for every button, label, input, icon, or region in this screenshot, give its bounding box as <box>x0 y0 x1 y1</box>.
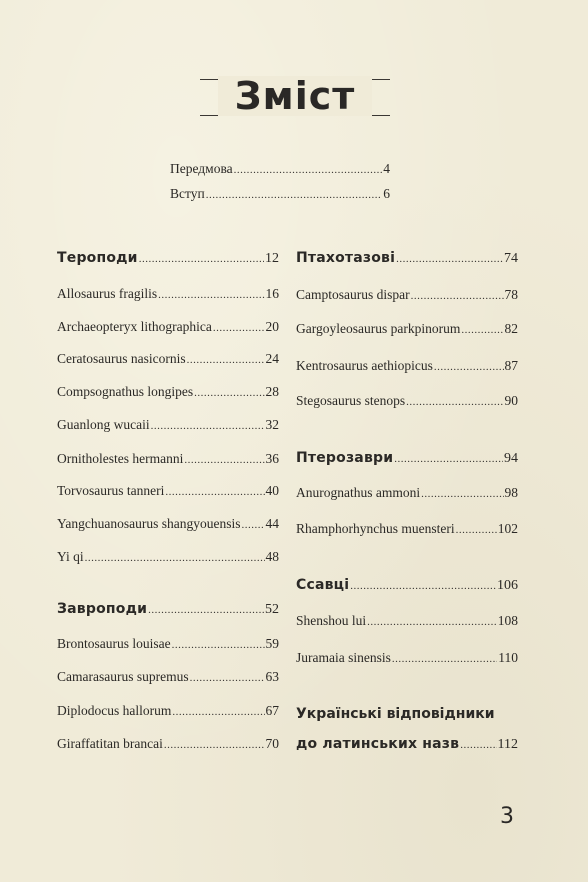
toc-section-theropods[interactable] <box>57 249 279 268</box>
toc-entry-preface[interactable] <box>170 160 390 179</box>
toc-entry-page: 90 <box>504 393 518 408</box>
leader-dots <box>461 321 503 339</box>
toc-entry[interactable] <box>296 612 518 631</box>
toc-entry[interactable] <box>296 357 518 376</box>
toc-entry-label: Rhamphorhynchus muensteri <box>296 521 455 536</box>
toc-entry-page: 70 <box>265 736 279 751</box>
toc-entry-page: 63 <box>265 669 279 684</box>
leader-dots <box>406 393 503 411</box>
leader-dots <box>165 483 264 501</box>
toc-entry-label: Ceratosaurus nasicornis <box>57 351 186 366</box>
toc-entry[interactable] <box>57 416 279 435</box>
leader-dots <box>242 516 265 534</box>
section-heading-ukrainian-names[interactable]: Українські відповідники <box>296 706 495 722</box>
title-block <box>200 74 390 120</box>
toc-entry-page: 82 <box>504 321 518 336</box>
toc-entry-page: 98 <box>504 485 518 500</box>
toc-entry-label: Brontosaurus louisae <box>57 636 171 651</box>
toc-entry-page: 20 <box>265 319 279 334</box>
toc-entry-page: 28 <box>265 384 279 399</box>
toc-entry-label: Ornitholestes hermanni <box>57 451 184 466</box>
toc-entry-label: Allosaurus fragilis <box>57 286 158 301</box>
toc-entry-page: 78 <box>504 287 518 302</box>
toc-entry-label: Yangchuanosaurus shangyouensis <box>57 516 241 531</box>
section-heading: до латинських назв <box>296 736 460 752</box>
toc-entry-page: 4 <box>383 161 390 176</box>
leader-dots <box>392 650 497 668</box>
leader-dots <box>434 358 504 376</box>
leader-dots <box>460 736 496 754</box>
leader-dots <box>421 485 503 503</box>
toc-entry[interactable] <box>296 392 518 411</box>
toc-entry-page: 108 <box>497 613 518 628</box>
toc-entry-label: Archaeopteryx lithographica <box>57 319 212 334</box>
toc-entry[interactable] <box>57 482 279 501</box>
leader-dots <box>396 250 503 268</box>
toc-entry-label: Diplodocus hallorum <box>57 703 172 718</box>
toc-entry[interactable] <box>57 668 279 687</box>
leader-dots <box>158 286 264 304</box>
section-page: 112 <box>497 737 518 752</box>
toc-entry-label: Giraffatitan brancai <box>57 736 163 751</box>
section-page: 12 <box>265 251 279 266</box>
section-page: 52 <box>265 602 279 617</box>
leader-dots <box>85 549 265 567</box>
leader-dots <box>350 577 496 595</box>
page-number: 3 <box>500 804 514 829</box>
toc-entry-label: Torvosaurus tanneri <box>57 483 165 498</box>
toc-entry[interactable] <box>296 649 518 668</box>
toc-section-ukrainian-names[interactable] <box>296 735 518 754</box>
section-heading: Ссавці <box>296 577 350 593</box>
toc-section-ornithischians[interactable] <box>296 249 518 268</box>
toc-entry-label: Передмова <box>170 161 233 176</box>
toc-entry-page: 24 <box>265 351 279 366</box>
section-page: 94 <box>504 451 518 466</box>
section-page: 106 <box>497 578 518 593</box>
toc-entry-page: 67 <box>265 703 279 718</box>
section-heading: Птерозаври <box>296 450 394 466</box>
section-heading: Птахотазові <box>296 250 396 266</box>
toc-section-sauropods[interactable] <box>57 600 279 619</box>
toc-entry-introduction[interactable] <box>170 185 390 204</box>
section-heading: Тероподи <box>57 250 138 266</box>
toc-entry-label: Camarasaurus supremus <box>57 669 189 684</box>
toc-entry-label: Camptosaurus dispar <box>296 287 410 302</box>
toc-entry[interactable] <box>296 520 518 539</box>
leader-dots <box>411 287 504 305</box>
toc-entry[interactable] <box>57 735 279 754</box>
toc-entry-page: 44 <box>265 516 279 531</box>
leader-dots <box>190 669 265 687</box>
toc-entry-page: 32 <box>265 417 279 432</box>
leader-dots <box>184 451 264 469</box>
toc-entry[interactable] <box>296 484 518 503</box>
toc-entry-label: Вступ <box>170 186 205 201</box>
leader-dots <box>394 450 503 468</box>
leader-dots <box>148 601 264 619</box>
toc-entry-label: Anurognathus ammoni <box>296 485 421 500</box>
toc-section-pterosaurs[interactable] <box>296 449 518 468</box>
toc-entry[interactable] <box>296 286 518 305</box>
leader-dots <box>456 521 497 539</box>
toc-entry-label: Stegosaurus stenops <box>296 393 406 408</box>
toc-entry-label: Compsognathus longipes <box>57 384 194 399</box>
leader-dots <box>164 736 265 754</box>
toc-entry[interactable] <box>57 383 279 402</box>
toc-entry[interactable] <box>57 318 279 337</box>
toc-entry-page: 6 <box>383 186 390 201</box>
toc-entry[interactable] <box>57 285 279 304</box>
toc-entry-page: 59 <box>265 636 279 651</box>
toc-entry-label: Gargoyleosaurus parkpinorum <box>296 321 461 336</box>
leader-dots <box>151 417 265 435</box>
toc-entry-label: Guanlong wucaii <box>57 417 150 432</box>
leader-dots <box>213 319 265 337</box>
toc-entry-page: 48 <box>265 549 279 564</box>
page-title: Зміст <box>218 76 372 116</box>
section-heading: Завроподи <box>57 601 148 617</box>
toc-entry-page: 36 <box>265 451 279 466</box>
toc-entry-label: Kentrosaurus aethiopicus <box>296 358 433 373</box>
toc-entry[interactable] <box>57 635 279 654</box>
toc-entry-page: 16 <box>265 286 279 301</box>
leader-dots <box>367 613 497 631</box>
leader-dots <box>172 703 264 721</box>
toc-entry[interactable] <box>296 320 518 339</box>
toc-section-mammals[interactable] <box>296 576 518 595</box>
leader-dots <box>187 351 265 369</box>
toc-entry-page: 40 <box>265 483 279 498</box>
toc-entry-page: 110 <box>498 650 518 665</box>
toc-entry-label: Shenshou lui <box>296 613 367 628</box>
toc-entry-page: 87 <box>504 358 518 373</box>
toc-entry[interactable] <box>57 450 279 469</box>
toc-entry[interactable] <box>57 515 279 534</box>
leader-dots <box>172 636 265 654</box>
leader-dots <box>139 250 264 268</box>
toc-entry[interactable] <box>57 548 279 567</box>
toc-entry-label: Juramaia sinensis <box>296 650 391 665</box>
toc-entry-page: 102 <box>497 521 518 536</box>
section-page: 74 <box>504 251 518 266</box>
leader-dots <box>206 186 383 204</box>
leader-dots <box>194 384 264 402</box>
leader-dots <box>234 161 383 179</box>
toc-entry[interactable] <box>57 702 279 721</box>
toc-entry[interactable] <box>57 350 279 369</box>
toc-entry-label: Yi qi <box>57 549 84 564</box>
